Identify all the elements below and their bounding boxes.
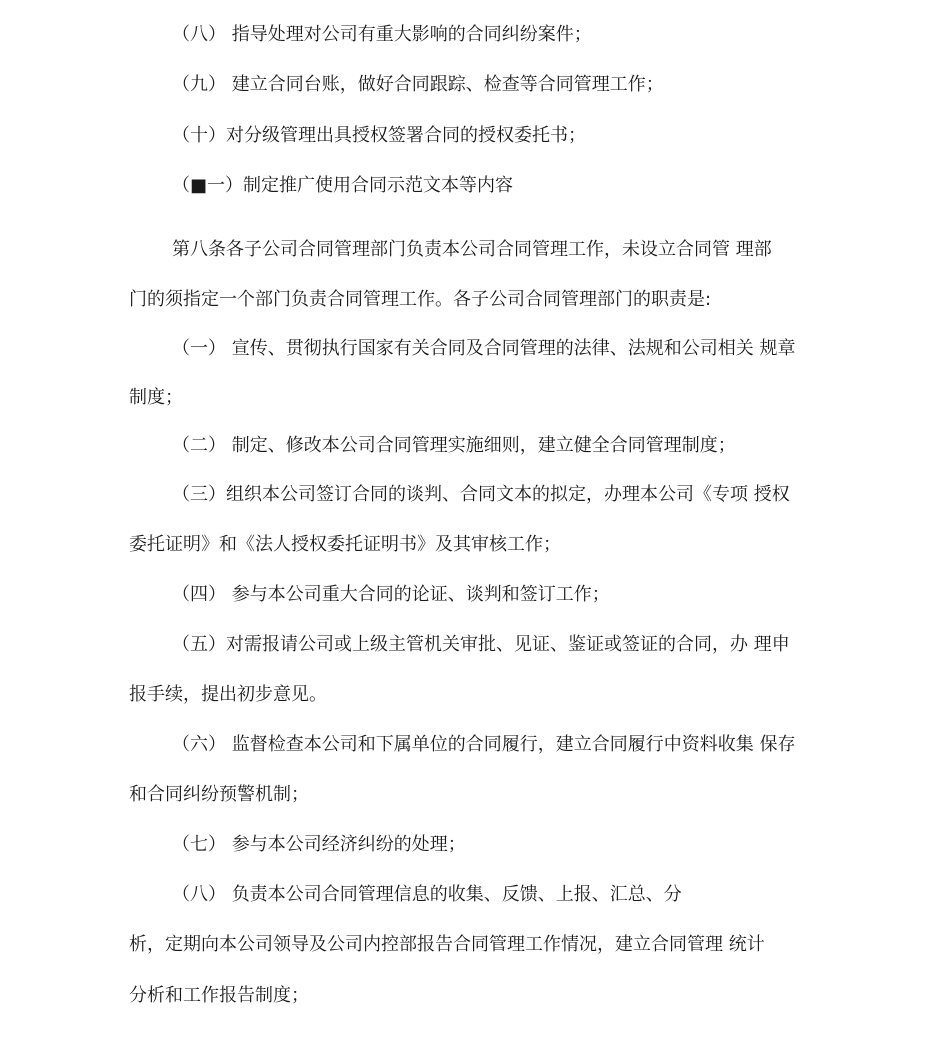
text-line-4: （■一）制定推广使用合同示范文本等内容 (172, 175, 514, 196)
text-line-14: 报手续，提出初步意见。 (129, 684, 327, 705)
text-line-19: 析，定期向本公司领导及公司内控部报告合同管理工作情况，建立合同管理 统计 (129, 934, 765, 955)
text-line-13: （五）对需报请公司或上级主管机关审批、见证、鉴证或签证的合同，办 理申 (172, 634, 790, 655)
text-line-2: （九） 建立合同台账，做好合同跟踪、检查等合同管理工作； (172, 74, 664, 95)
text-line-7: （一） 宣传、贯彻执行国家有关合同及合同管理的法律、法规和公司相关 规章 (172, 338, 796, 359)
text-line-10: （三）组织本公司签订合同的谈判、合同文本的拟定，办理本公司《专项 授权 (172, 484, 790, 505)
text-line-17: （七） 参与本公司经济纠纷的处理； (172, 834, 466, 855)
text-line-18: （八） 负责本公司合同管理信息的收集、反馈、上报、汇总、分 (172, 884, 682, 905)
text-line-20: 分析和工作报告制度； (129, 985, 309, 1006)
text-line-16: 和合同纠纷预警机制； (129, 784, 309, 805)
text-line-12: （四） 参与本公司重大合同的论证、谈判和签订工作； (172, 584, 610, 605)
text-line-11: 委托证明》和《法人授权委托证明书》及其审核工作； (129, 534, 561, 555)
text-line-6: 门的须指定一个部门负责合同管理工作。各子公司合同管理部门的职责是: (129, 289, 712, 310)
text-line-3: （十）对分级管理出具授权签署合同的授权委托书； (172, 125, 586, 146)
text-line-15: （六） 监督检查本公司和下属单位的合同履行，建立合同履行中资料收集 保存 (172, 734, 796, 755)
text-line-8: 制度； (129, 387, 183, 408)
text-line-9: （二） 制定、修改本公司合同管理实施细则，建立健全合同管理制度； (172, 435, 736, 456)
text-line-1: （八） 指导处理对公司有重大影响的合同纠纷案件； (172, 24, 592, 45)
text-line-5: 第八条各子公司合同管理部门负责本公司合同管理工作，未设立合同管 理部 (172, 239, 772, 260)
